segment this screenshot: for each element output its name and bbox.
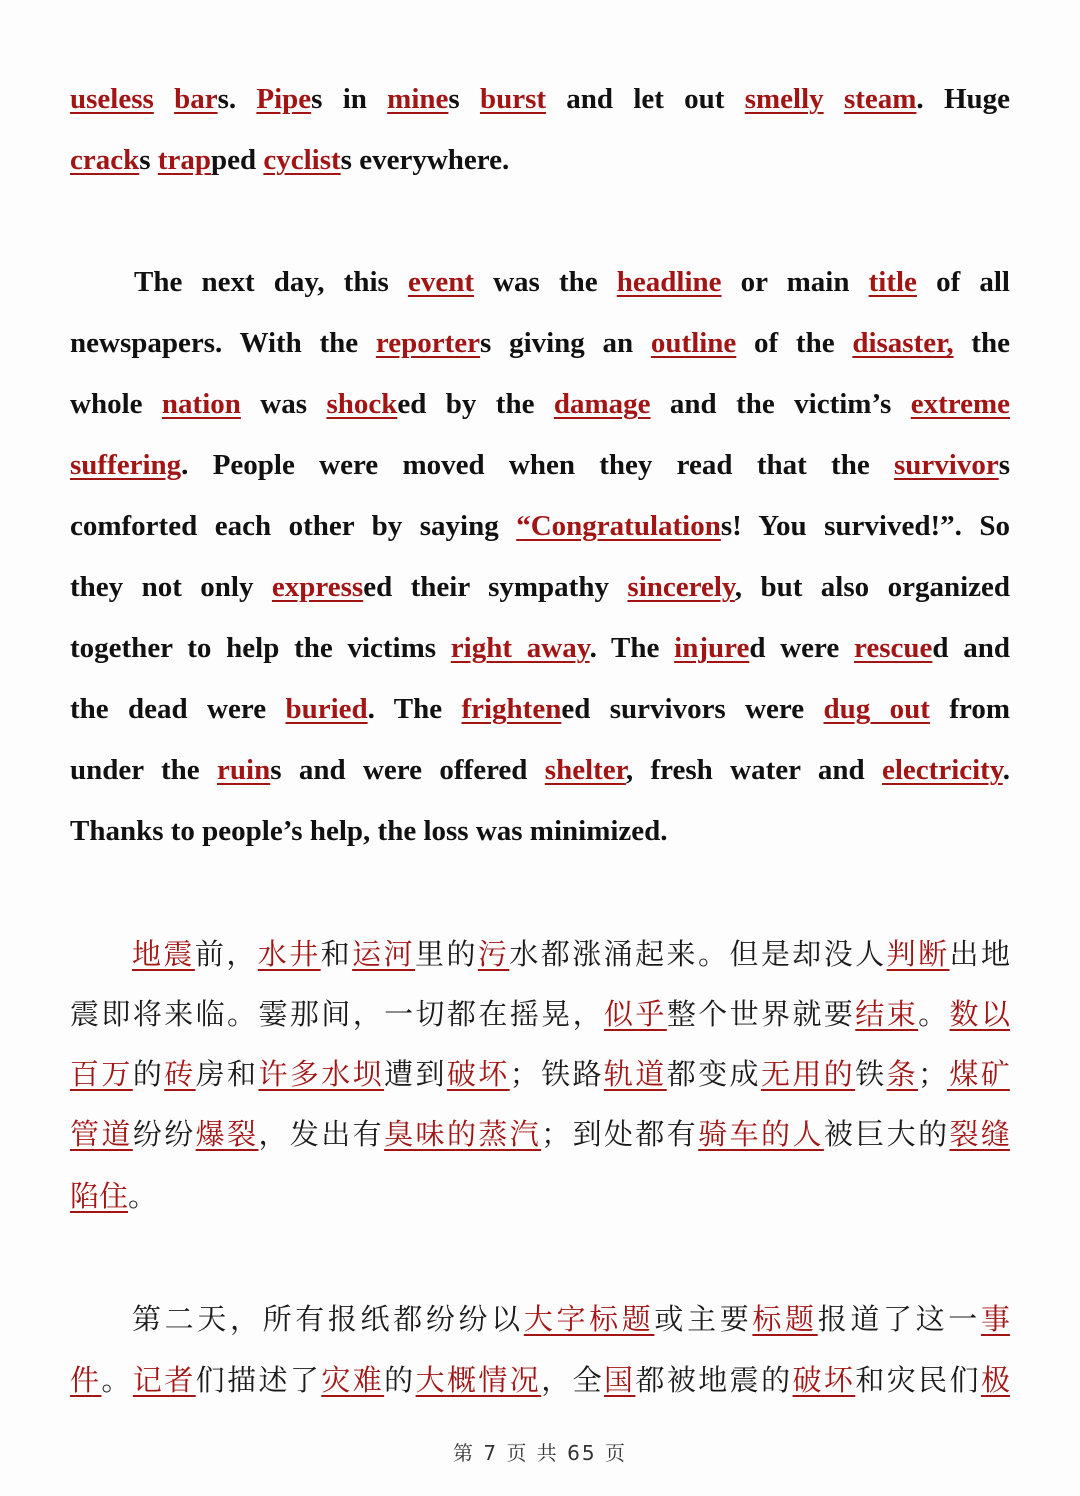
- body-text: 的: [132, 1057, 165, 1091]
- text-line: [70, 817, 1010, 846]
- vocab-highlight: 大概情况: [415, 1363, 542, 1397]
- vocab-highlight: title: [868, 266, 917, 298]
- text-line: [132, 1302, 1010, 1336]
- vocab-highlight: 条: [886, 1057, 918, 1091]
- text-line: [70, 634, 1010, 663]
- body-text: ，发出有: [258, 1117, 385, 1151]
- vocab-highlight: rescue: [853, 632, 933, 664]
- body-text: 们描述了: [195, 1363, 322, 1397]
- vocab-highlight: 运河: [352, 937, 416, 971]
- text-line: [70, 390, 1010, 419]
- body-text: 水都涨涌起来。但是却没人: [509, 937, 887, 971]
- text-line: [70, 1179, 1010, 1213]
- body-text: . Huge: [916, 83, 1010, 115]
- body-text: was the: [473, 266, 617, 298]
- text-line: [70, 573, 1010, 602]
- body-text: 和: [320, 937, 353, 971]
- body-text: [824, 83, 844, 115]
- vocab-highlight: outline: [650, 327, 737, 359]
- body-text: was: [240, 388, 327, 420]
- body-text: s everywhere.: [340, 144, 510, 176]
- body-text: . The: [589, 632, 675, 664]
- vocab-highlight: 国: [604, 1363, 636, 1397]
- vocab-highlight: right away: [450, 632, 590, 664]
- vocab-highlight: smelly: [744, 83, 824, 115]
- vocab-highlight: shock: [326, 388, 398, 420]
- body-text: 。: [101, 1363, 133, 1397]
- vocab-highlight: trap: [157, 144, 211, 176]
- body-text: ；到处都有: [541, 1117, 699, 1151]
- vocab-highlight: 骑车的人: [698, 1117, 824, 1151]
- body-text: 铁: [855, 1057, 887, 1091]
- vocab-highlight: 地震: [132, 937, 195, 971]
- vocab-highlight: 无用的: [760, 1057, 856, 1091]
- vocab-highlight: buried: [285, 693, 368, 725]
- vocab-highlight: 污: [477, 937, 510, 971]
- vocab-highlight: Pipe: [256, 83, 312, 115]
- vocab-highlight: 水井: [257, 937, 321, 971]
- text-line: [70, 329, 1010, 358]
- body-text: of the: [736, 327, 853, 359]
- body-text: s: [998, 449, 1010, 481]
- body-text: [154, 83, 174, 115]
- body-text: 的: [384, 1363, 416, 1397]
- body-text: s: [139, 144, 158, 176]
- vocab-highlight: ruin: [217, 754, 271, 786]
- body-text: . People were moved when they read that the: [181, 449, 894, 481]
- body-text: whole: [70, 388, 162, 420]
- vocab-highlight: damage: [553, 388, 651, 420]
- body-text: s giving an: [480, 327, 651, 359]
- body-text: 房和: [195, 1057, 259, 1091]
- body-text: 第二天，所有报纸都纷纷以: [132, 1302, 524, 1336]
- vocab-highlight: mine: [387, 83, 449, 115]
- text-line: [70, 695, 1010, 724]
- body-text: 都变成: [666, 1057, 761, 1091]
- vocab-highlight: “Congratulation: [516, 510, 721, 542]
- body-text: newspapers. With the: [70, 327, 376, 359]
- body-text: 或主要: [654, 1302, 753, 1336]
- body-text: The next day, this: [134, 266, 408, 298]
- body-text: 前，: [194, 937, 258, 971]
- vocab-highlight: reporter: [375, 327, 481, 359]
- body-text: the: [953, 327, 1010, 359]
- vocab-highlight: 判断: [886, 937, 950, 971]
- body-text: ed survivors were: [561, 693, 824, 725]
- body-text: 报道了这一: [817, 1302, 981, 1336]
- text-line: [70, 1057, 1010, 1091]
- page-number-footer: 第 7 页 共 65 页: [453, 1441, 627, 1465]
- vocab-highlight: 砖: [164, 1057, 196, 1091]
- vocab-highlight: cyclist: [263, 144, 341, 176]
- body-text: ；铁路: [509, 1057, 604, 1091]
- vocab-highlight: 似乎: [603, 997, 667, 1031]
- body-text: from: [929, 693, 1010, 725]
- vocab-highlight: injure: [674, 632, 750, 664]
- vocab-highlight: bar: [174, 83, 218, 115]
- body-text: d were: [749, 632, 854, 664]
- body-text: 震即将来临。霎那间，一切都在摇晃，: [70, 997, 604, 1031]
- vocab-highlight: express: [271, 571, 364, 603]
- body-text: 整个世界就要: [666, 997, 856, 1031]
- text-line: [70, 997, 1010, 1031]
- body-text: and the victim’s: [650, 388, 911, 420]
- body-text: under the: [70, 754, 218, 786]
- body-text: 出地: [949, 937, 1010, 971]
- body-text: or main: [721, 266, 869, 298]
- text-line: [70, 1117, 1010, 1151]
- vocab-highlight: steam: [843, 83, 917, 115]
- vocab-highlight: nation: [161, 388, 241, 420]
- body-text: they not only: [70, 571, 272, 603]
- body-text: together to help the victims: [70, 632, 451, 664]
- vocab-highlight: suffering: [70, 449, 182, 481]
- vocab-highlight: sincerely: [627, 571, 735, 603]
- text-line: [70, 756, 1010, 785]
- body-text: s.: [217, 83, 257, 115]
- vocab-highlight: disaster,: [852, 327, 954, 359]
- body-text: ，全: [541, 1363, 605, 1397]
- vocab-highlight: 标题: [752, 1302, 818, 1336]
- vocab-highlight: 煤矿: [946, 1057, 1010, 1091]
- body-text: s: [448, 83, 480, 115]
- vocab-highlight: useless: [70, 83, 154, 115]
- body-text: 。: [128, 1179, 158, 1213]
- vocab-highlight: 破坏: [792, 1363, 856, 1397]
- body-text: comforted each other by saying: [70, 510, 517, 542]
- vocab-highlight: 结束: [855, 997, 919, 1031]
- body-text: s! You survived!”. So: [720, 510, 1010, 542]
- body-text: and let out: [546, 83, 745, 115]
- vocab-highlight: 陷住: [70, 1179, 129, 1213]
- vocab-highlight: 裂缝: [949, 1117, 1010, 1151]
- text-line: [132, 937, 1010, 971]
- vocab-highlight: 臭味的蒸汽: [384, 1117, 542, 1151]
- text-line: [70, 512, 1010, 541]
- body-text: , but also organized: [734, 571, 1011, 603]
- body-text: .: [1002, 754, 1010, 786]
- body-text: ed their sympathy: [363, 571, 628, 603]
- vocab-highlight: shelter: [544, 754, 626, 786]
- vocab-highlight: 爆裂: [195, 1117, 259, 1151]
- vocab-highlight: 灾难: [321, 1363, 385, 1397]
- body-text: ；: [917, 1057, 947, 1091]
- vocab-highlight: 轨道: [603, 1057, 667, 1091]
- body-text: . The: [367, 693, 462, 725]
- vocab-highlight: 大字标题: [523, 1302, 655, 1336]
- body-text: of all: [916, 266, 1010, 298]
- body-text: 都被地震的: [635, 1363, 793, 1397]
- vocab-highlight: 事: [980, 1302, 1010, 1336]
- vocab-highlight: 百万: [70, 1057, 133, 1091]
- body-text: 。: [918, 997, 950, 1031]
- body-text: ped: [210, 144, 264, 176]
- vocab-highlight: 件: [70, 1363, 102, 1397]
- body-text: 纷纷: [132, 1117, 196, 1151]
- body-text: the dead were: [70, 693, 286, 725]
- body-text: d and: [932, 632, 1010, 664]
- body-text: , fresh water and: [625, 754, 882, 786]
- vocab-highlight: dug out: [823, 693, 930, 725]
- vocab-highlight: survivor: [893, 449, 999, 481]
- vocab-highlight: 数以: [949, 997, 1010, 1031]
- vocab-highlight: 管道: [70, 1117, 133, 1151]
- body-text: Thanks to people’s help, the loss was minimized.: [70, 815, 668, 847]
- text-line: [70, 451, 1010, 480]
- body-text: s and were offered: [270, 754, 545, 786]
- text-line: [70, 85, 1010, 114]
- text-line: [134, 268, 1010, 297]
- body-text: 和灾民们: [855, 1363, 981, 1397]
- vocab-highlight: frighten: [461, 693, 562, 725]
- vocab-highlight: headline: [616, 266, 722, 298]
- vocab-highlight: 破坏: [446, 1057, 510, 1091]
- vocab-highlight: 极: [980, 1363, 1010, 1397]
- vocab-highlight: burst: [479, 83, 547, 115]
- vocab-highlight: electricity: [882, 754, 1003, 786]
- body-text: 里的: [415, 937, 478, 971]
- body-text: 遭到: [384, 1057, 447, 1091]
- vocab-highlight: crack: [70, 144, 140, 176]
- vocab-highlight: 记者: [132, 1363, 196, 1397]
- text-line: [70, 146, 1010, 175]
- text-line: [70, 1363, 1010, 1397]
- body-text: 被巨大的: [823, 1117, 950, 1151]
- vocab-highlight: event: [407, 266, 474, 298]
- vocab-highlight: 许多水坝: [258, 1057, 385, 1091]
- body-text: s in: [311, 83, 388, 115]
- body-text: ed by the: [397, 388, 554, 420]
- vocab-highlight: extreme: [910, 388, 1010, 420]
